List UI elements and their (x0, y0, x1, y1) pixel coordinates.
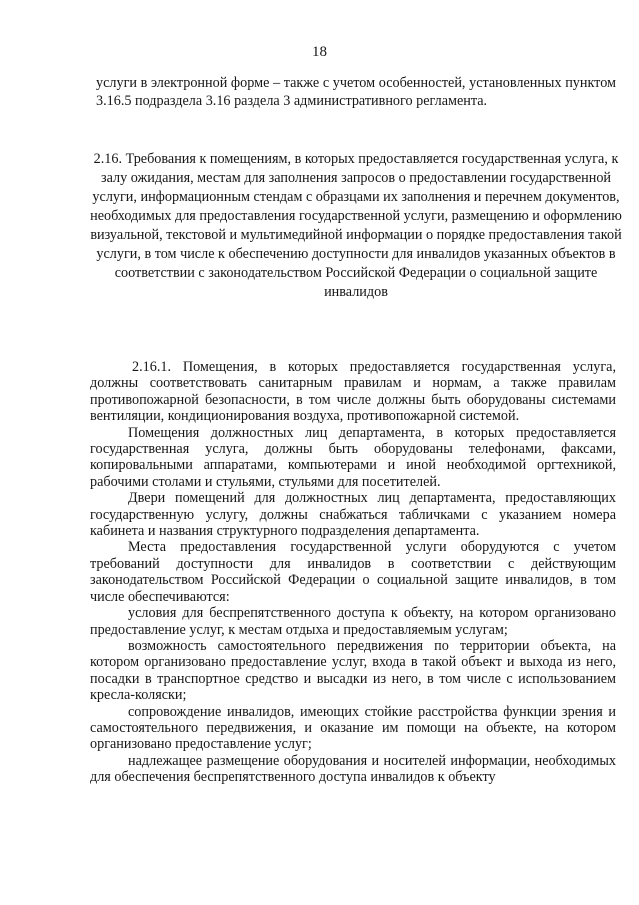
paragraph-accessibility: Места предоставления государственной услуги оборудуются с учетом требований доступности для инвалидов в соответствии с действующим законодательством Российской Федерации о социальной защите инвалидов, в том числе обеспечиваются: (90, 539, 616, 605)
paragraph-2-16-1: 2.16.1. Помещения, в которых предоставляется государственная услуга, должны соответствовать санитарным правилам и нормам, а также правилам противопожарной безопасности, в том числе должны быть оборудованы системами вентиляции, кондиционирования воздуха, противопожарной системой. (90, 359, 616, 425)
body-text (90, 359, 616, 786)
list-item-access-conditions: условия для беспрепятственного доступа к объекту, на котором организовано предоставление услуг, к местам отдыха и предоставляемым услугам; (90, 605, 616, 638)
intro-paragraph: услуги в электронной форме – также с учетом особенностей, установленных пунктом 3.16.5 подраздела 3.16 раздела 3 административного регламента. (96, 75, 616, 109)
list-item-equipment-placement: надлежащее размещение оборудования и носителей информации, необходимых для обеспечения беспрепятственного доступа инвалидов к объекту (90, 752, 616, 786)
paragraph-doors: Двери помещений для должностных лиц департамента, предоставляющих государственную услугу, должны снабжаться табличками с указанием номера кабинета и названия структурного подразделения департамента. (90, 490, 616, 540)
page-number: 18 (312, 44, 327, 60)
paragraph-equipment: Помещения должностных лиц департамента, в которых предоставляется государственная услуга, должны быть оборудованы телефонами, факсами, копировальными аппаратами, компьютерами и иной необходимой оргтехникой, рабочими столами и стульями, стульями для посетителей. (90, 424, 616, 490)
list-item-assistance: сопровождение инвалидов, имеющих стойкие расстройства функции зрения и самостоятельного передвижения, и оказание им помощи на объекте, на котором организовано предоставление услуг; (90, 703, 616, 753)
section-heading: 2.16. Требования к помещениям, в которых предоставляется государственная услуга, к залу ожидания, местам для заполнения запросов о предоставлении государственной услуги, информационным стендам с образцами их заполнения и перечнем документов, необходимых для предоставления государственной услуги, размещению и оформлению визуальной, текстовой и мультимедийной информации о порядке предоставления такой услуги, в том числе к обеспечению доступности для инвалидов указанных объектов в соответствии с законодательством Российской Федерации о социальной защите инвалидов (90, 151, 622, 300)
list-item-movement: возможность самостоятельного передвижения по территории объекта, на котором организовано предоставление услуг, входа в такой объект и выхода из него, посадки в транспортное средство и высадки из него, в том числе с использованием кресла-коляски; (90, 637, 616, 704)
